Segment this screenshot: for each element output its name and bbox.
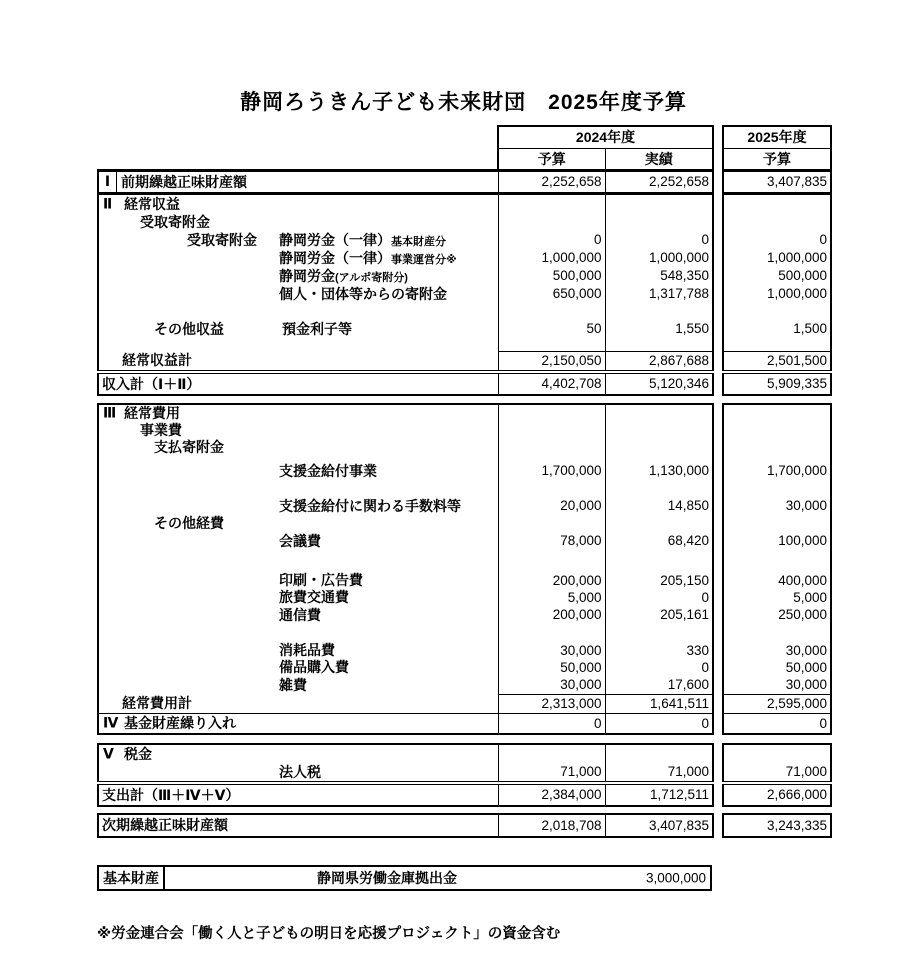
value-2025-budget	[723, 303, 831, 320]
row-label-cell	[98, 694, 498, 713]
column-gap	[713, 404, 723, 422]
row-label-cell	[98, 532, 498, 550]
column-gap	[713, 763, 723, 783]
column-gap	[713, 624, 723, 642]
header-2024-actual: 実績	[605, 148, 713, 170]
row-label: 支払寄附金	[154, 438, 224, 455]
value-2024-budget: 650,000	[498, 285, 605, 303]
block-gap	[98, 734, 831, 744]
value-2024-actual: 1,317,788	[605, 285, 713, 303]
row-label-cell	[98, 783, 498, 806]
row-label: 次期繰越正味財産額	[102, 817, 228, 833]
column-gap	[713, 606, 723, 624]
value-2025-budget	[723, 550, 831, 572]
row-label-cell	[98, 351, 498, 372]
value-2025-budget	[723, 404, 831, 422]
column-gap	[713, 267, 723, 285]
value-2025-budget	[723, 744, 831, 763]
table-row	[98, 532, 831, 550]
value-2025-budget: 100,000	[723, 532, 831, 550]
column-gap	[713, 213, 723, 231]
table-row	[98, 783, 831, 806]
row-label: 経常費用	[124, 405, 180, 421]
value-2024-actual	[605, 624, 713, 642]
row-label: 静岡労金（一律）基本財産分	[279, 231, 446, 248]
row-label: 税金	[124, 745, 152, 762]
header-2024: 2024年度	[498, 126, 713, 148]
row-label: その他経費	[154, 515, 224, 531]
row-label-cell	[98, 642, 498, 659]
row-label: 経常収益計	[122, 352, 192, 369]
value-2024-actual	[605, 338, 713, 352]
column-gap	[713, 713, 723, 734]
value-2024-budget: 20,000	[498, 497, 605, 515]
row-label: 受取寄附金	[187, 231, 257, 248]
row-label-cell	[98, 231, 498, 249]
value-2024-budget: 1,000,000	[498, 249, 605, 267]
value-2025-budget	[723, 455, 831, 462]
value-2025-budget: 30,000	[723, 497, 831, 515]
row-label-cell	[98, 213, 498, 231]
value-2024-actual	[605, 422, 713, 439]
table-row	[98, 372, 831, 395]
header-2025-budget: 予算	[723, 148, 831, 170]
spacer-row	[98, 395, 831, 404]
column-gap	[713, 439, 723, 455]
value-2025-budget: 0	[723, 231, 831, 249]
table-row	[98, 497, 831, 515]
column-gap	[713, 320, 723, 338]
column-gap	[713, 372, 723, 395]
row-label-cell	[98, 659, 498, 676]
column-gap	[713, 285, 723, 303]
value-2024-actual: 205,150	[605, 572, 713, 589]
row-label: 経常収益	[124, 195, 180, 212]
value-2024-budget	[498, 303, 605, 320]
row-label-cell	[98, 497, 498, 515]
value-2025-budget	[723, 515, 831, 532]
column-gap	[713, 744, 723, 763]
table-row	[98, 338, 831, 352]
column-gap	[713, 550, 723, 572]
value-2024-actual	[605, 193, 713, 213]
value-2024-budget	[498, 404, 605, 422]
row-label-cell	[98, 303, 498, 320]
value-2024-budget	[498, 550, 605, 572]
table-row	[98, 170, 831, 193]
row-label-cell	[98, 763, 498, 783]
column-gap	[713, 193, 723, 213]
value-2025-budget	[723, 439, 831, 455]
row-label: 受取寄附金	[140, 213, 210, 230]
row-label-cell	[98, 676, 498, 695]
basic-assets-value: 3,000,000	[645, 870, 706, 885]
table-row	[98, 213, 831, 231]
row-label-small: (アルポ寄附分)	[335, 271, 408, 284]
row-label: 前期繰越正味財産額	[121, 173, 247, 190]
row-label-cell	[98, 572, 498, 589]
table-row	[98, 550, 831, 572]
value-2025-budget: 71,000	[723, 763, 831, 783]
row-label: 個人・団体等からの寄附金	[279, 285, 447, 302]
value-2024-actual: 1,550	[605, 320, 713, 338]
row-label-cell	[98, 285, 498, 303]
value-2024-budget	[498, 744, 605, 763]
block-gap	[98, 395, 831, 404]
table-row	[98, 744, 831, 763]
section-numeral: Ⅰ	[99, 172, 117, 192]
column-gap	[713, 462, 723, 480]
column-gap	[713, 249, 723, 267]
basic-assets-row	[98, 866, 711, 890]
value-2024-budget: 200,000	[498, 606, 605, 624]
value-2024-actual	[605, 455, 713, 462]
header-spacer	[98, 126, 498, 148]
row-label: 会議費	[279, 532, 321, 549]
row-label: 静岡労金(アルポ寄附分)	[279, 267, 408, 284]
table-row	[98, 193, 831, 213]
column-gap	[713, 303, 723, 320]
value-2024-actual	[605, 744, 713, 763]
value-2024-actual: 3,407,835	[605, 814, 713, 837]
value-2025-budget: 500,000	[723, 267, 831, 285]
value-2025-budget: 5,000	[723, 589, 831, 606]
row-label-cell	[98, 550, 498, 572]
row-label: Ⅱ	[103, 195, 113, 211]
column-gap	[713, 515, 723, 532]
value-2025-budget: 250,000	[723, 606, 831, 624]
table-row	[98, 439, 831, 455]
value-2024-actual	[605, 515, 713, 532]
row-label: 事業費	[140, 422, 182, 438]
row-label: 収入計（Ⅰ＋Ⅱ）	[102, 375, 201, 392]
row-label-cell	[98, 462, 498, 480]
value-2024-actual: 68,420	[605, 532, 713, 550]
column-gap	[713, 497, 723, 515]
value-2024-budget: 30,000	[498, 676, 605, 695]
value-2025-budget	[723, 213, 831, 231]
value-2025-budget: 2,666,000	[723, 783, 831, 806]
row-label-cell	[98, 422, 498, 439]
column-gap	[713, 642, 723, 659]
value-2025-budget: 1,000,000	[723, 249, 831, 267]
value-2025-budget: 30,000	[723, 642, 831, 659]
row-label: 支出計（Ⅲ＋Ⅳ＋Ⅴ）	[102, 786, 240, 803]
row-label-cell	[98, 320, 498, 338]
column-gap	[713, 126, 723, 148]
table-row	[98, 267, 831, 285]
value-2025-budget	[723, 422, 831, 439]
value-2024-actual: 205,161	[605, 606, 713, 624]
row-label-cell	[98, 606, 498, 624]
value-2024-budget: 500,000	[498, 267, 605, 285]
value-2025-budget: 1,700,000	[723, 462, 831, 480]
value-2024-actual	[605, 404, 713, 422]
row-label-cell	[98, 439, 498, 455]
value-2024-budget: 30,000	[498, 642, 605, 659]
spacer-row	[98, 734, 831, 744]
column-gap	[713, 572, 723, 589]
row-label-cell	[98, 713, 498, 734]
header-row-year	[98, 126, 831, 148]
value-2024-actual: 17,600	[605, 676, 713, 695]
table-row	[98, 676, 831, 695]
table-row	[98, 320, 831, 338]
column-gap	[713, 422, 723, 439]
row-label: 雑費	[279, 676, 307, 693]
value-2024-budget	[498, 193, 605, 213]
value-2024-budget: 71,000	[498, 763, 605, 783]
table-row	[98, 694, 831, 713]
table-row	[98, 642, 831, 659]
column-gap	[713, 480, 723, 497]
table-row	[98, 624, 831, 642]
row-label-cell	[98, 515, 498, 532]
value-2024-budget	[498, 455, 605, 462]
value-2024-actual	[605, 439, 713, 455]
table-row	[98, 814, 831, 837]
row-label-cell	[98, 455, 498, 462]
row-label: その他収益	[154, 320, 224, 337]
table-row	[98, 285, 831, 303]
value-2024-actual: 14,850	[605, 497, 713, 515]
column-gap	[713, 694, 723, 713]
value-2025-budget	[723, 338, 831, 352]
row-label-small: 基本財産分	[391, 235, 446, 248]
value-2024-budget	[498, 439, 605, 455]
row-label-cell	[98, 404, 498, 422]
value-2025-budget: 1,500	[723, 320, 831, 338]
value-2025-budget: 5,909,335	[723, 372, 831, 395]
value-2025-budget: 0	[723, 713, 831, 734]
header-2024-budget: 予算	[498, 148, 605, 170]
table-row	[98, 231, 831, 249]
value-2025-budget	[723, 480, 831, 497]
row-label: 基金財産繰り入れ	[124, 715, 236, 731]
value-2025-budget: 2,501,500	[723, 351, 831, 372]
value-2024-actual	[605, 550, 713, 572]
row-label: 消耗品費	[279, 642, 335, 658]
row-label: 通信費	[279, 606, 321, 623]
value-2024-actual: 1,712,511	[605, 783, 713, 806]
row-label-cell	[98, 338, 498, 352]
table-row	[98, 589, 831, 606]
value-2024-budget: 2,384,000	[498, 783, 605, 806]
row-label: 法人税	[279, 763, 321, 780]
value-2025-budget: 3,407,835	[723, 170, 831, 193]
value-2024-actual: 0	[605, 231, 713, 249]
value-2024-budget: 2,018,708	[498, 814, 605, 837]
table-row	[98, 480, 831, 497]
column-gap	[713, 783, 723, 806]
column-gap	[713, 170, 723, 193]
value-2025-budget: 30,000	[723, 676, 831, 695]
value-2024-actual: 548,350	[605, 267, 713, 285]
value-2024-actual: 1,641,511	[605, 694, 713, 713]
value-2024-actual: 2,252,658	[605, 170, 713, 193]
column-gap	[713, 659, 723, 676]
table-row	[98, 659, 831, 676]
value-2025-budget: 50,000	[723, 659, 831, 676]
header-2025: 2025年度	[723, 126, 831, 148]
value-2025-budget: 2,595,000	[723, 694, 831, 713]
row-label: 旅費交通費	[279, 589, 349, 605]
table-row	[98, 572, 831, 589]
column-gap	[713, 351, 723, 372]
value-2024-budget: 0	[498, 231, 605, 249]
row-label: Ⅲ	[103, 404, 117, 421]
column-gap	[713, 338, 723, 352]
row-label-cell	[98, 372, 498, 395]
value-2024-actual	[605, 213, 713, 231]
table-row	[98, 713, 831, 734]
row-label-cell	[98, 744, 498, 763]
table-row	[98, 249, 831, 267]
row-label-cell	[98, 624, 498, 642]
row-label-cell	[98, 193, 498, 213]
column-gap	[713, 231, 723, 249]
value-2025-budget	[723, 193, 831, 213]
row-label: 備品購入費	[279, 659, 349, 675]
block-gap	[98, 806, 831, 814]
value-2024-budget: 4,402,708	[498, 372, 605, 395]
value-2024-budget	[498, 213, 605, 231]
value-2024-budget: 2,150,050	[498, 351, 605, 372]
table-row	[98, 515, 831, 532]
value-2024-actual: 71,000	[605, 763, 713, 783]
row-label-cell	[98, 480, 498, 497]
row-label: Ⅳ	[103, 714, 119, 731]
value-2024-actual: 330	[605, 642, 713, 659]
value-2024-budget: 78,000	[498, 532, 605, 550]
value-2024-actual: 0	[605, 659, 713, 676]
value-2025-budget: 3,243,335	[723, 814, 831, 837]
value-2024-budget: 50	[498, 320, 605, 338]
value-2024-actual: 5,120,346	[605, 372, 713, 395]
value-2024-actual: 1,130,000	[605, 462, 713, 480]
value-2024-actual: 2,867,688	[605, 351, 713, 372]
table-row	[98, 763, 831, 783]
value-2024-budget: 2,252,658	[498, 170, 605, 193]
row-label-cell	[98, 589, 498, 606]
value-2024-budget	[498, 515, 605, 532]
row-label: 支援金給付に関わる手数料等	[279, 497, 461, 514]
value-2024-budget: 0	[498, 713, 605, 734]
row-label-cell	[98, 267, 498, 285]
value-2024-budget	[498, 338, 605, 352]
value-2024-actual	[605, 480, 713, 497]
value-2024-actual: 0	[605, 713, 713, 734]
row-label: Ⅴ	[103, 745, 114, 761]
table-row	[98, 404, 831, 422]
value-2024-actual: 0	[605, 589, 713, 606]
row-label: 支援金給付事業	[279, 462, 377, 479]
row-label: 印刷・広告費	[279, 572, 363, 588]
table-row	[98, 462, 831, 480]
row-label: 預金利子等	[282, 320, 352, 337]
table-row	[98, 303, 831, 320]
footnote: ※労金連合会「働く人と子どもの明日を応援プロジェクト」の資金含む	[97, 925, 561, 942]
value-2024-budget: 1,700,000	[498, 462, 605, 480]
row-label-cell	[98, 170, 498, 193]
value-2024-actual: 1,000,000	[605, 249, 713, 267]
table-row	[98, 606, 831, 624]
value-2024-budget: 200,000	[498, 572, 605, 589]
basic-assets-label: 基本財産	[98, 866, 164, 890]
header-spacer	[98, 148, 498, 170]
basic-assets-table	[97, 865, 712, 891]
row-label-cell	[98, 814, 498, 837]
basic-assets-item: 静岡県労働金庫拠出金	[317, 869, 457, 886]
spacer-row	[98, 806, 831, 814]
value-2025-budget: 1,000,000	[723, 285, 831, 303]
column-gap	[713, 589, 723, 606]
row-label-small: 事業運営分※	[391, 253, 457, 266]
value-2024-budget	[498, 422, 605, 439]
value-2024-actual	[605, 303, 713, 320]
basic-assets-content	[164, 866, 711, 890]
page-title: 静岡ろうきん子ども未来財団 2025年度予算	[240, 91, 687, 114]
column-gap	[713, 532, 723, 550]
value-2024-budget: 50,000	[498, 659, 605, 676]
row-label: 経常費用計	[122, 695, 192, 712]
value-2025-budget	[723, 624, 831, 642]
column-gap	[713, 676, 723, 695]
value-2024-budget: 2,313,000	[498, 694, 605, 713]
budget-table	[97, 125, 832, 838]
table-row	[98, 422, 831, 439]
column-gap	[713, 455, 723, 462]
row-label-cell	[98, 249, 498, 267]
value-2024-budget	[498, 624, 605, 642]
column-gap	[713, 148, 723, 170]
column-gap	[713, 814, 723, 837]
value-2024-budget: 5,000	[498, 589, 605, 606]
value-2025-budget: 400,000	[723, 572, 831, 589]
table-row	[98, 351, 831, 372]
table-row	[98, 455, 831, 462]
value-2024-budget	[498, 480, 605, 497]
row-label: 静岡労金（一律）事業運営分※	[279, 249, 457, 266]
header-row-cols	[98, 148, 831, 170]
